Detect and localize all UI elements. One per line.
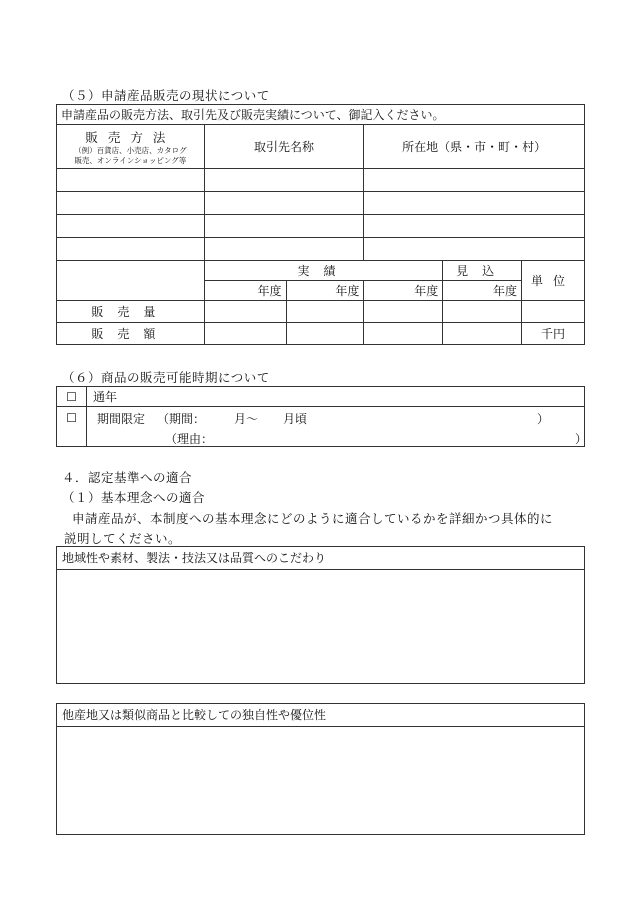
volume-cell[interactable]: [364, 301, 443, 323]
amount-cell[interactable]: [364, 323, 443, 345]
method-cell[interactable]: [57, 192, 205, 215]
partner-cell[interactable]: [204, 192, 364, 215]
sales-instruction: 申請産品の販売方法、取引先及び販売実績について、御記入ください。: [57, 105, 585, 125]
location-cell[interactable]: [364, 192, 585, 215]
header-sales-method: 販売方法 （例）百貨店、小売店、カタログ 販売、オンラインショッピング等: [57, 125, 205, 169]
limited-label: 期間限定: [96, 412, 145, 426]
section4-desc1: 申請産品が、本制度への基本理念にどのように適合しているかを詳細かつ具体的に: [72, 511, 554, 526]
blank-corner: [57, 261, 205, 301]
section6-heading: （６）商品の販売可能時期について: [62, 370, 270, 385]
method-cell[interactable]: [57, 238, 205, 261]
volume-cell[interactable]: [204, 301, 286, 323]
period-label: （期間：: [156, 412, 205, 426]
availability-table: [56, 386, 585, 447]
amount-cell[interactable]: [286, 323, 364, 345]
volume-unit-cell[interactable]: [522, 301, 585, 323]
volume-cell[interactable]: [286, 301, 364, 323]
section4-sub1: （１）基本理念への適合: [62, 490, 206, 505]
table-row: [57, 192, 585, 215]
month-from-label: 月～: [233, 412, 258, 426]
partner-cell[interactable]: [204, 238, 364, 261]
header-location: 所在地（県・市・町・村）: [364, 125, 585, 169]
amount-cell[interactable]: [204, 323, 286, 345]
year-label: 年度: [443, 281, 522, 301]
row-sales-volume: 販売量: [57, 301, 205, 323]
section5-heading: （５）申請産品販売の現状について: [62, 88, 270, 103]
location-cell[interactable]: [364, 238, 585, 261]
checkbox-limited[interactable]: ☐: [57, 407, 87, 447]
section4-heading: ４．認定基準への適合: [62, 470, 193, 485]
partner-cell[interactable]: [204, 215, 364, 238]
partner-cell[interactable]: [204, 169, 364, 192]
option-limited: [86, 407, 587, 447]
row-sales-amount: 販売額: [57, 323, 205, 345]
reason-close: ）: [574, 432, 587, 446]
uniqueness-box[interactable]: [56, 703, 585, 835]
sales-table: [56, 104, 585, 345]
month-to-label: 月頃: [282, 412, 307, 426]
uniqueness-box-title: 他産地又は類似商品と比較しての独自性や優位性: [57, 704, 584, 727]
table-row: [57, 215, 585, 238]
period-close: ）: [536, 412, 549, 426]
checkbox-year-round[interactable]: ☐: [57, 387, 87, 407]
reason-label: （理由：: [164, 432, 213, 446]
header-results: 実績: [204, 261, 443, 281]
year-label: 年度: [364, 281, 443, 301]
volume-cell[interactable]: [443, 301, 522, 323]
method-cell[interactable]: [57, 215, 205, 238]
locality-box-title: 地域性や素材、製法・技法又は品質へのこだわり: [57, 547, 584, 570]
amount-unit: 千円: [522, 323, 585, 345]
amount-cell[interactable]: [443, 323, 522, 345]
table-row: [57, 169, 585, 192]
header-forecast: 見込: [443, 261, 522, 281]
header-partner-name: 取引先名称: [204, 125, 364, 169]
year-label: 年度: [286, 281, 364, 301]
table-row: [57, 238, 585, 261]
method-cell[interactable]: [57, 169, 205, 192]
header-unit: 単位: [522, 261, 585, 301]
year-label: 年度: [204, 281, 286, 301]
locality-box[interactable]: [56, 546, 585, 684]
section4-desc2: 説明してください。: [64, 531, 182, 546]
location-cell[interactable]: [364, 169, 585, 192]
option-year-round: 通年: [86, 387, 584, 407]
location-cell[interactable]: [364, 215, 585, 238]
